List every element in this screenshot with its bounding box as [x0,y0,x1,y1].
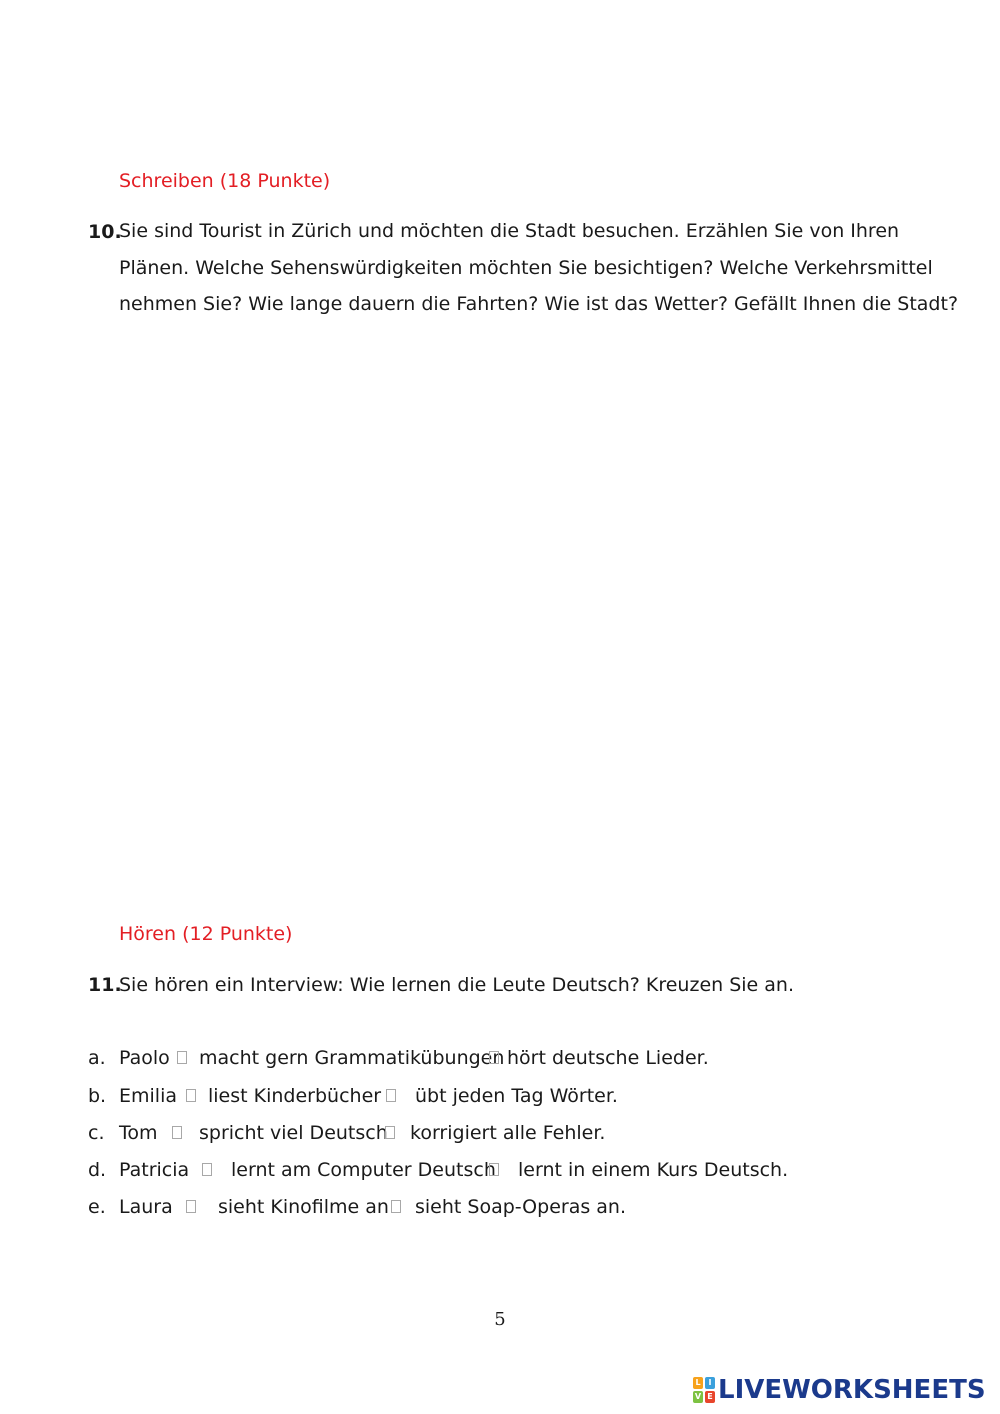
item-letter: c. [88,1122,105,1144]
item-option-1: sieht Kinofilme an [218,1196,389,1218]
question-10-line: Plänen. Welche Sehenswürdigkeiten möchten Sie besichtigen? Welche Verkehrsmittel [119,256,933,279]
checkbox[interactable] [186,1200,196,1213]
question-10-text [119,213,959,323]
item-letter: e. [88,1196,106,1218]
liveworksheets-logo-icon [693,1377,715,1403]
item-person-name: Emilia [119,1085,177,1107]
item-option-1: spricht viel Deutsch [199,1122,388,1144]
listening-section-heading: Hören (12 Punkte) [119,923,293,945]
item-option-1: macht gern Grammatikübungen [199,1047,505,1069]
writing-section-heading: Schreiben (18 Punkte) [119,170,331,192]
item-option-2: sieht Soap-Operas an. [415,1196,626,1218]
item-person-name: Paolo [119,1047,170,1069]
checkbox[interactable] [489,1163,499,1176]
item-option-1: liest Kinderbücher [208,1085,382,1107]
logo-icon-cell: V [694,1392,702,1401]
item-letter: a. [88,1047,106,1069]
checkbox[interactable] [186,1089,196,1102]
checkbox[interactable] [489,1051,499,1064]
item-option-2: hört deutsche Lieder. [507,1047,709,1069]
logo-icon-cell: L [693,1377,703,1389]
question-11-text: Sie hören ein Interview: Wie lernen die Leute Deutsch? Kreuzen Sie an. [119,974,795,996]
liveworksheets-logo[interactable] [693,1376,986,1404]
logo-icon-cell: I [705,1377,715,1389]
question-10-line: nehmen Sie? Wie lange dauern die Fahrten? Wie ist das Wetter? Gefällt Ihnen die Stadt? [119,293,959,315]
item-letter: d. [88,1159,107,1181]
item-option-2: übt jeden Tag Wörter. [415,1085,618,1107]
checkbox[interactable] [177,1051,187,1064]
question-11-number: 11. [88,974,122,996]
logo-text: LIVEWORKSHEETS [718,1375,986,1405]
checkbox[interactable] [385,1126,395,1139]
logo-icon-cell: E [705,1391,715,1403]
item-letter: b. [88,1085,107,1107]
checkbox[interactable] [391,1200,401,1213]
question-10-number: 10. [88,221,122,243]
item-person-name: Laura [119,1196,173,1218]
item-person-name: Tom [119,1122,158,1144]
item-option-2: korrigiert alle Fehler. [410,1122,606,1144]
item-person-name: Patricia [119,1159,190,1181]
checkbox[interactable] [386,1089,396,1102]
checkbox[interactable] [172,1126,182,1139]
page-number: 5 [494,1309,506,1330]
question-10-line: Sie sind Tourist in Zürich und möchten die Stadt besuchen. Erzählen Sie von Ihren [119,220,900,242]
item-option-2: lernt in einem Kurs Deutsch. [518,1159,789,1181]
item-option-1: lernt am Computer Deutsch [231,1159,496,1181]
checkbox[interactable] [202,1163,212,1176]
